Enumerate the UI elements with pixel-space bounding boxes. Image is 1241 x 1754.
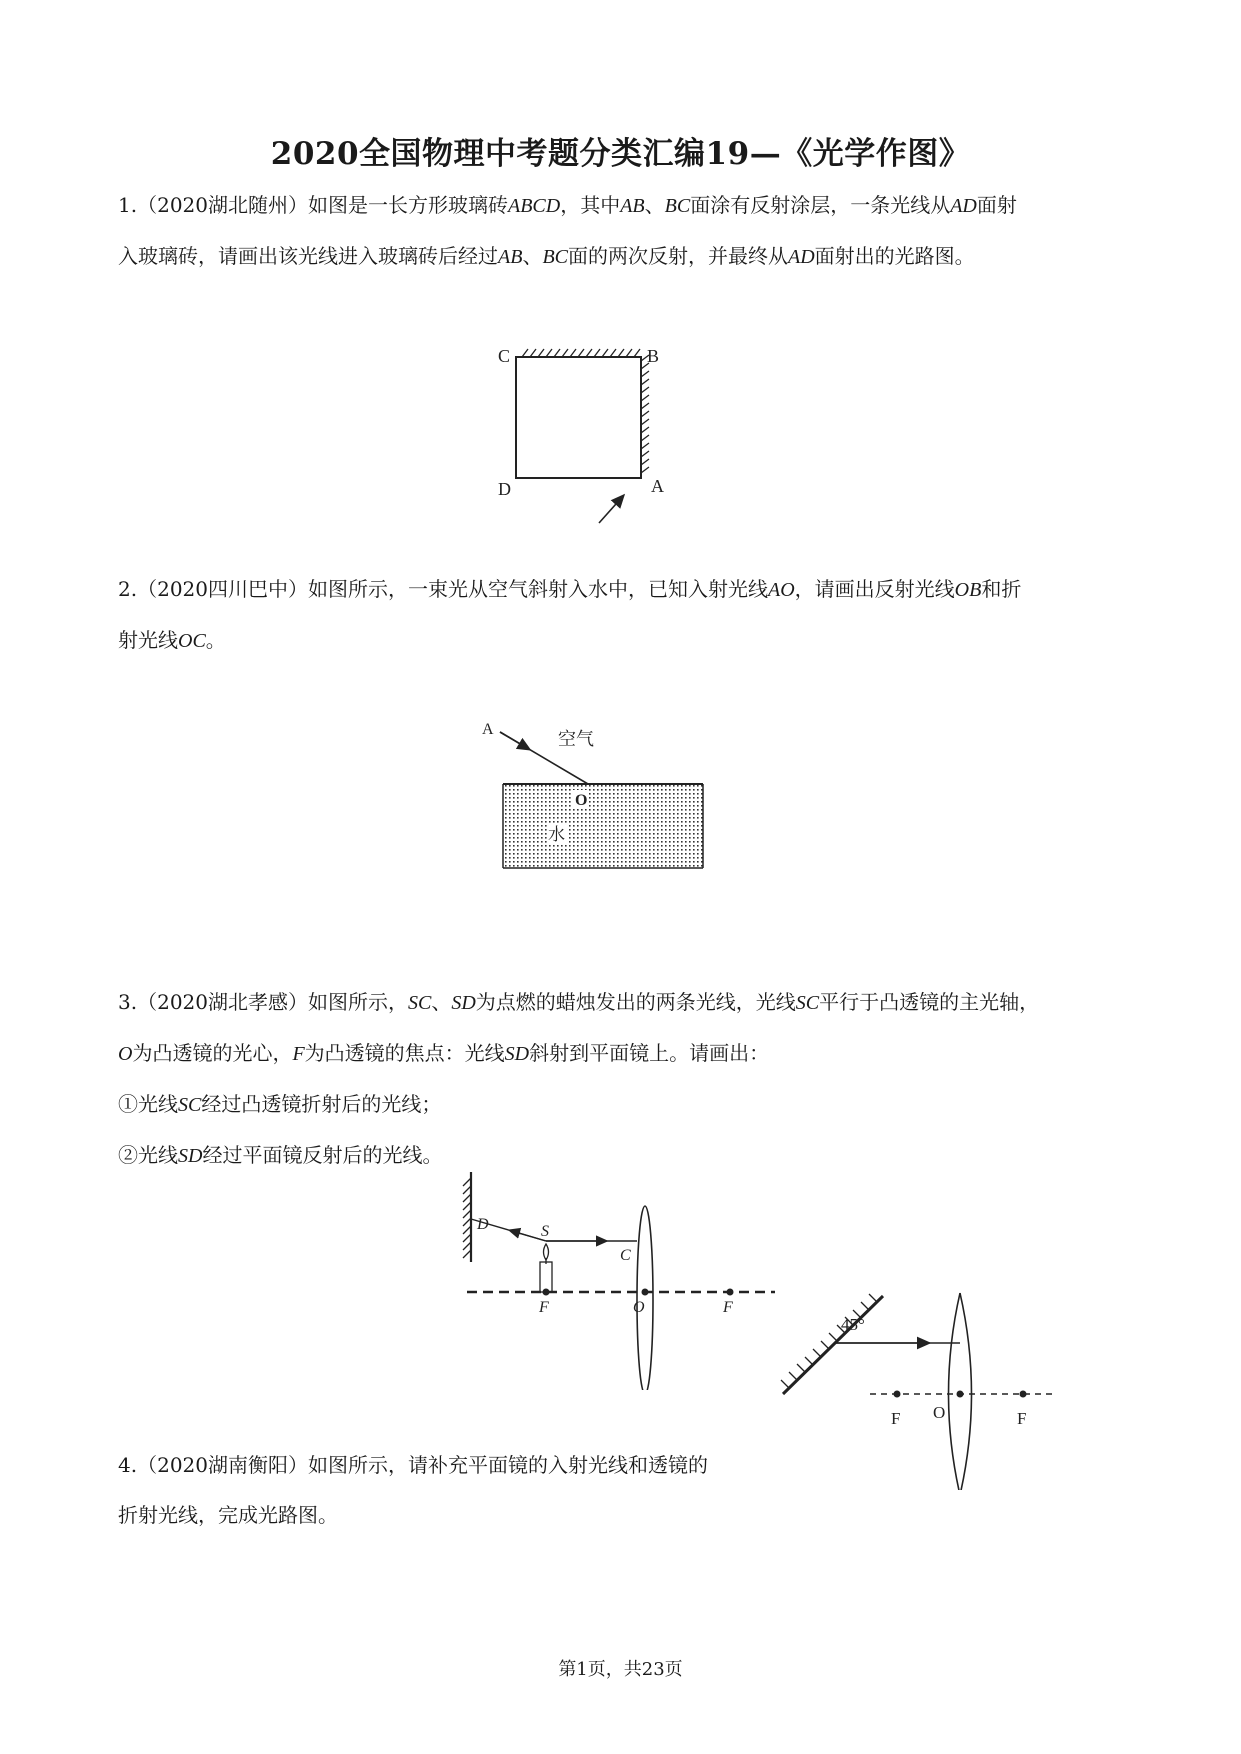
q1-text: 面射出的光路图。 [814, 244, 975, 268]
q4-text: 如图所示，请补充平面镜的入射光线和透镜的 [308, 1453, 708, 1477]
question-source: （2020湖南衡阳） [137, 1453, 308, 1477]
reflective-coating-ab [641, 355, 649, 473]
label-o: O [633, 1299, 645, 1316]
label-o: O [933, 1403, 946, 1422]
q1-text: 面射 [976, 193, 1017, 217]
label-a: A [482, 721, 494, 738]
q2-text: 和折 [981, 577, 1022, 601]
q1-text: 如图是一长方形玻璃砖 [308, 193, 508, 217]
q3-var: O [118, 1043, 133, 1065]
question-number: 3. [118, 990, 138, 1014]
question-number: 4. [118, 1453, 138, 1477]
q3-var: SC [178, 1094, 202, 1116]
q3-text: 为点燃的蜡烛发出的两条光线，光线 [475, 990, 796, 1014]
q1-var: BC [664, 195, 691, 217]
label-s: S [541, 1223, 549, 1240]
label-water: 水 [548, 825, 565, 844]
question-2-line-1 [118, 564, 1128, 615]
page-title: 2020全国物理中考题分类汇编19—《光学作图》 [270, 136, 971, 172]
q2-var: OC [178, 630, 206, 652]
q2-var: OB [954, 579, 982, 601]
label-air: 空气 [558, 729, 594, 749]
figure-glass-brick [490, 335, 670, 530]
q4-text: 折射光线，完成光路图。 [118, 1503, 338, 1527]
q1-text: 面涂有反射涂层，一条光线从 [690, 193, 951, 217]
q3-text: 斜射到平面镜上。请画出： [529, 1041, 770, 1065]
label-d: D [498, 479, 511, 499]
figure-mirror-45-lens [775, 1290, 1075, 1490]
q1-var: BC [542, 246, 568, 268]
q1-var: ABCD [508, 195, 561, 217]
q2-text: 射光线 [118, 628, 178, 652]
question-4-line-1 [118, 1440, 798, 1490]
label-o: O [575, 792, 588, 809]
label-d: D [477, 1216, 489, 1233]
page-footer: 第1页，共23页 [558, 1659, 683, 1680]
question-1-text [118, 180, 1128, 282]
q3-text: 为凸透镜的光心， [132, 1041, 293, 1065]
question-number: 1. [118, 193, 138, 217]
q2-text: 如图所示，一束光从空气斜射入水中，已知入射光线 [308, 577, 768, 601]
label-f-right: F [723, 1299, 733, 1316]
q3-text: 平行于凸透镜的主光轴， [819, 990, 1040, 1014]
q3-text: 如图所示， [308, 990, 408, 1014]
item-marker: ① [118, 1092, 138, 1116]
question-3-line-2 [118, 1028, 1128, 1079]
label-c: C [620, 1247, 631, 1264]
question-1-line-2 [118, 231, 1128, 282]
question-2-line-2 [118, 615, 1128, 666]
label-f-left: F [539, 1299, 549, 1316]
question-4-line-2 [118, 1490, 798, 1540]
label-f-right: F [1017, 1409, 1027, 1428]
label-a: A [651, 476, 664, 496]
q1-text: 、 [644, 193, 665, 217]
item-marker: ② [118, 1143, 138, 1167]
incident-ray [599, 495, 624, 523]
q2-var: AO [768, 579, 795, 601]
q2-text: ，请画出反射光线 [794, 577, 955, 601]
label-f-left: F [891, 1409, 901, 1428]
candle [540, 1244, 552, 1292]
inclined-mirror [781, 1294, 883, 1394]
q3-var: SD [178, 1145, 203, 1167]
q1-text: 、 [522, 244, 543, 268]
question-3-line-1 [118, 977, 1128, 1028]
figure-candle-lens-mirror [455, 1170, 785, 1390]
q3-text: 为凸透镜的焦点：光线 [304, 1041, 505, 1065]
q1-text: 面的两次反射，并最终从 [568, 244, 788, 268]
question-number: 2. [118, 577, 138, 601]
question-source: （2020湖北随州） [137, 193, 308, 217]
question-2-text [118, 564, 1128, 666]
convex-lens [637, 1206, 653, 1390]
brick-outline [516, 357, 641, 478]
figure-air-water [480, 712, 710, 872]
question-4-text [118, 1440, 798, 1540]
q1-var: AD [788, 246, 815, 268]
question-source: （2020湖北孝感） [137, 990, 308, 1014]
q3-var: SD [451, 992, 476, 1014]
q3-text: 经过平面镜反射后的光线。 [202, 1143, 443, 1167]
q3-var: F [292, 1043, 305, 1065]
q3-var: SC [408, 992, 432, 1014]
q1-var: AD [950, 195, 977, 217]
question-source: （2020四川巴中） [137, 577, 308, 601]
q2-text: 。 [205, 628, 226, 652]
label-b: B [647, 346, 660, 366]
plane-mirror [463, 1172, 471, 1262]
q1-var: AB [620, 195, 645, 217]
q3-var: SC [795, 992, 820, 1014]
water-region [503, 784, 703, 868]
q3-text: 经过凸透镜折射后的光线； [201, 1092, 442, 1116]
question-1-line-1 [118, 180, 1128, 231]
label-c: C [498, 346, 511, 366]
q1-var: AB [498, 246, 523, 268]
q3-text: 光线 [138, 1092, 178, 1116]
question-3-text [118, 977, 1128, 1181]
q1-text: 入玻璃砖，请画出该光线进入玻璃砖后经过 [118, 244, 498, 268]
q1-text: ，其中 [560, 193, 621, 217]
reflective-coating-bc [516, 349, 641, 357]
q3-text: 、 [431, 990, 452, 1014]
q3-var: SD [504, 1043, 530, 1065]
question-3-item-1 [118, 1079, 1128, 1130]
label-angle: 45° [841, 1315, 865, 1334]
q3-text: 光线 [138, 1143, 178, 1167]
